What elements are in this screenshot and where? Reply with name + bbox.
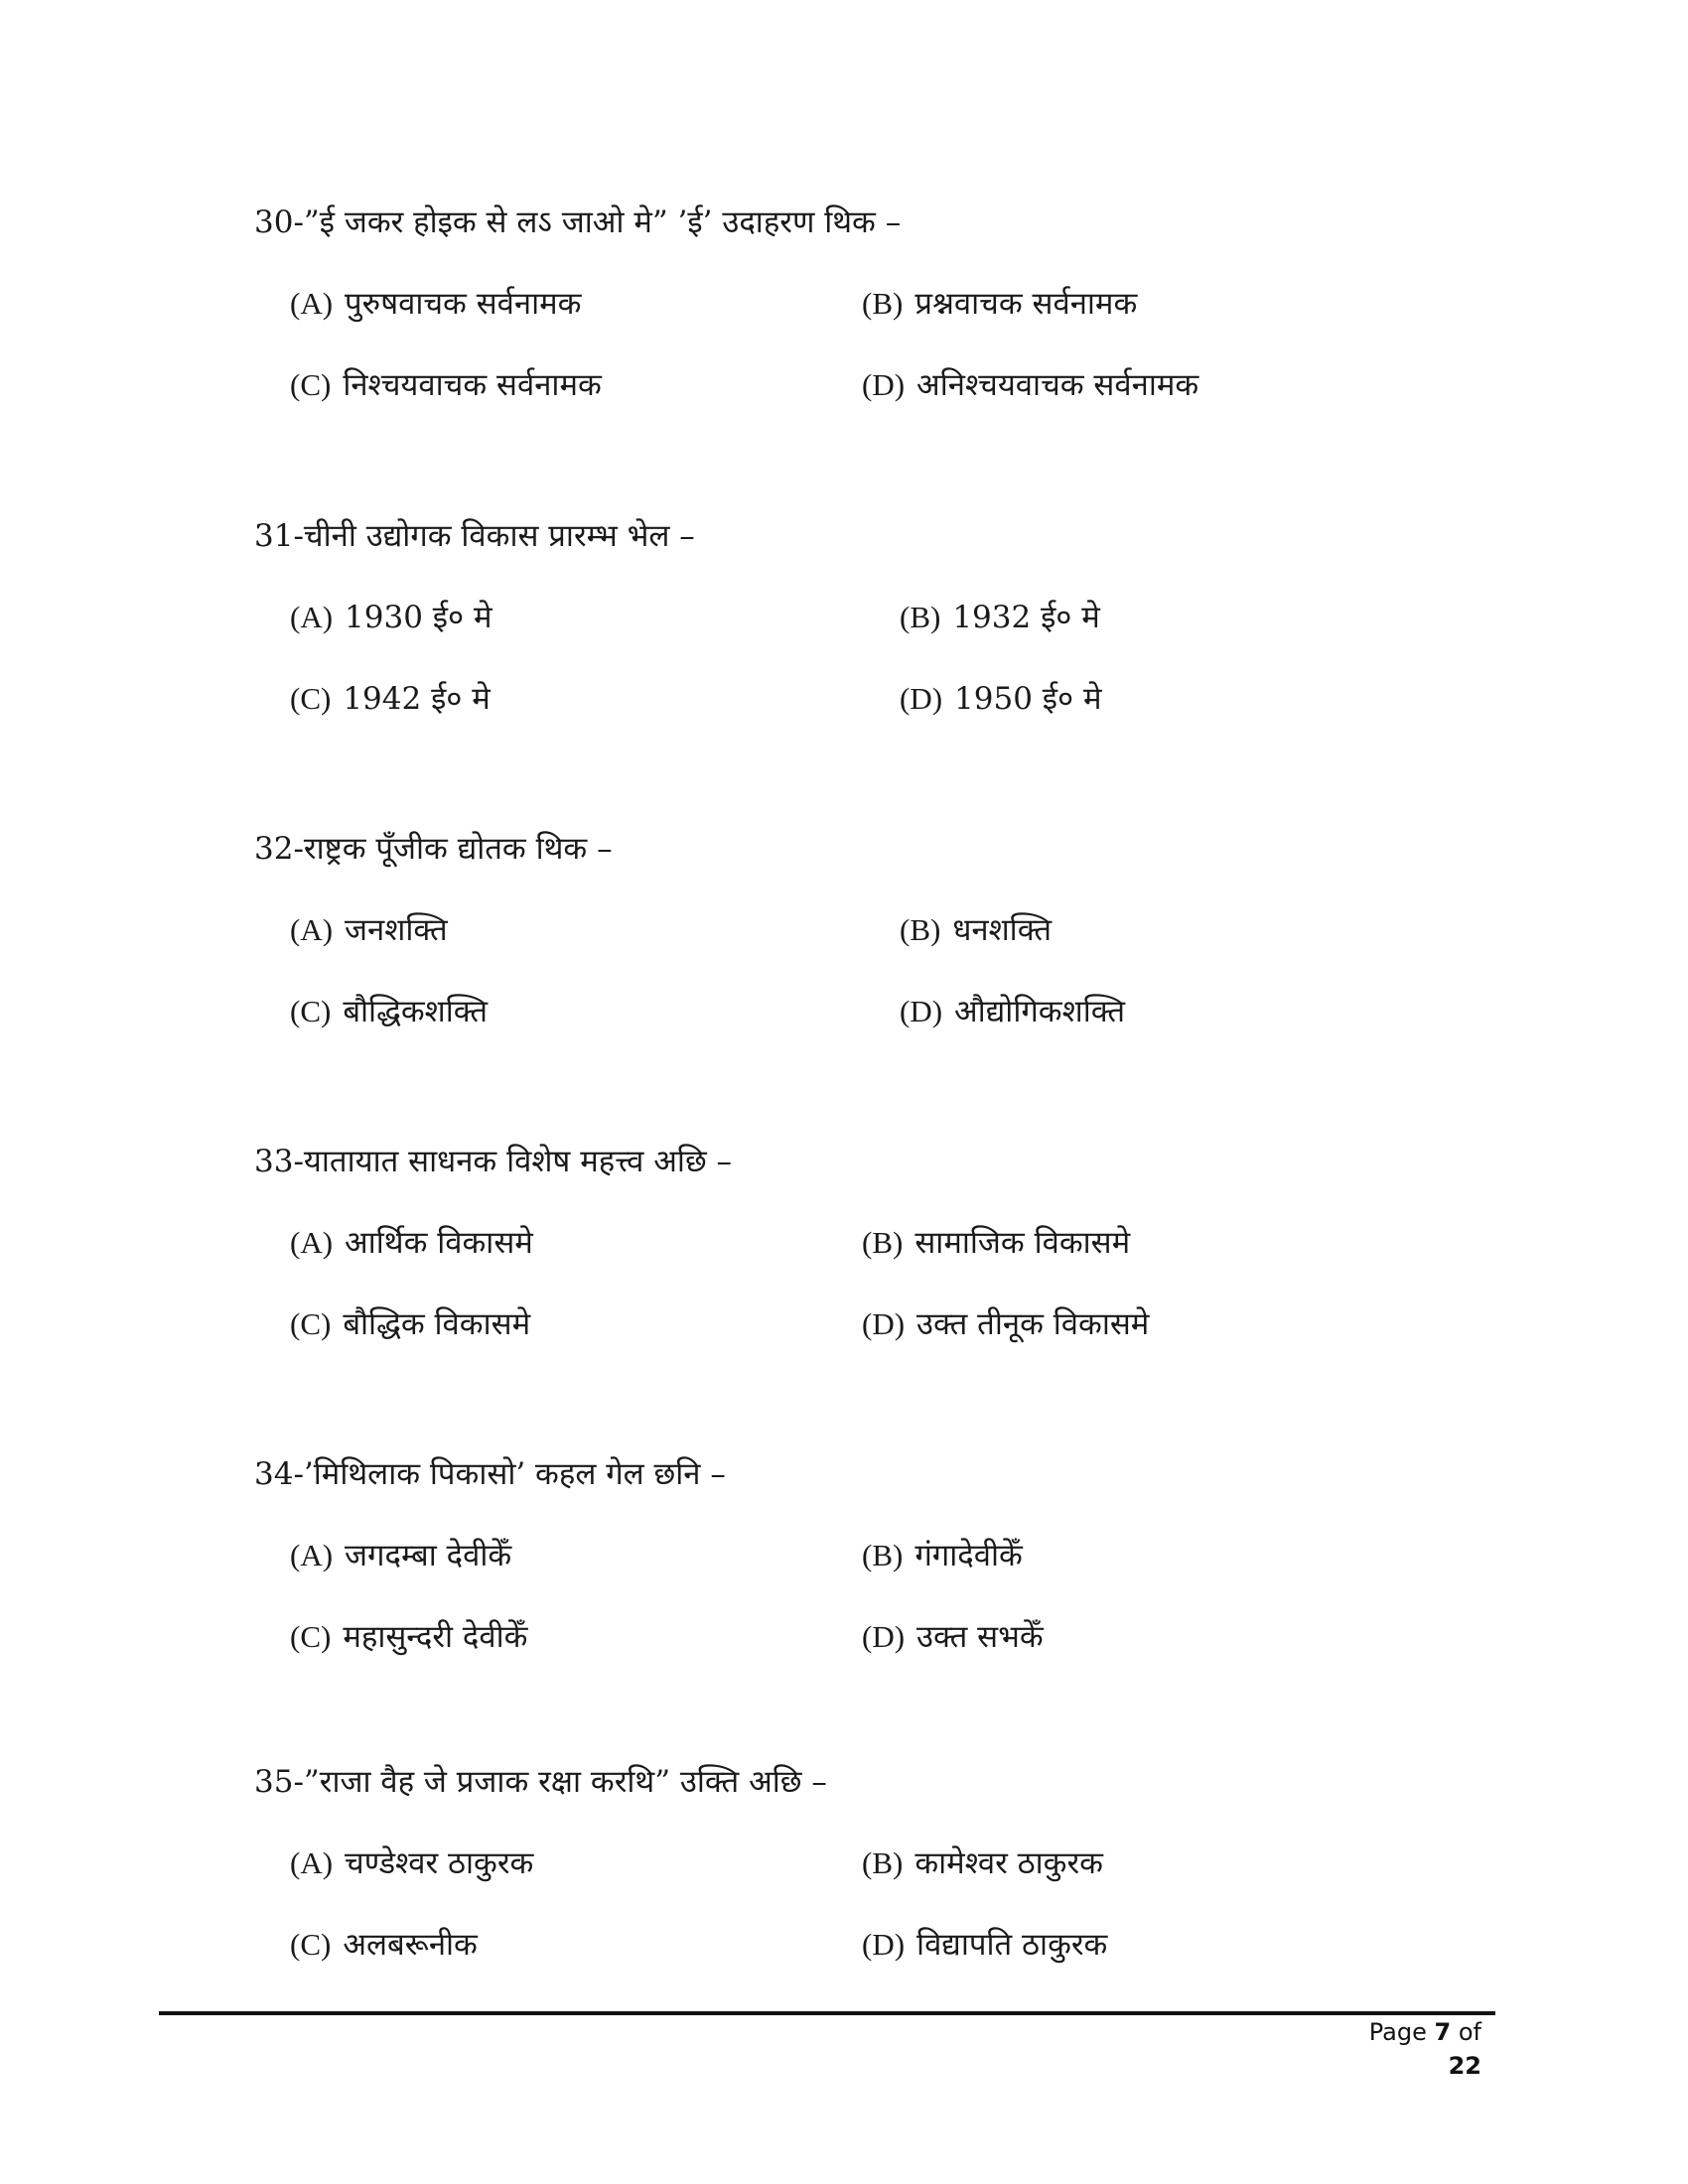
question-text: 33-यातायात साधनक विशेष महत्त्व अछि – [254,1144,733,1179]
option-d [862,1304,1149,1344]
option-text: निश्चयवाचक सर्वनामक [343,367,602,403]
question-text: 32-राष्ट्रक पूँजीक द्योतक थिक – [254,831,613,867]
option-b [862,1536,1023,1575]
option-c [290,1617,527,1657]
option-key: (A) [290,912,334,947]
option-key: (C) [290,681,332,716]
option-b [900,598,1100,637]
question-text: 30-”ई जकर होइक से लऽ जाओ मे” ’ई’ उदाहरण थिक – [254,205,902,240]
option-key: (A) [290,600,334,634]
option-b [862,284,1137,324]
page-of: of [1458,2018,1481,2046]
option-key: (C) [290,367,332,402]
option-text: 1942 ई० मे [343,681,491,717]
option-text: बौद्धिकशक्ति [343,994,489,1029]
option-text: विद्यापति ठाकुरक [916,1927,1108,1963]
option-key: (C) [290,1927,332,1962]
page-number [1342,2015,1481,2083]
option-key: (D) [900,681,943,716]
option-text: 1932 ई० मे [952,600,1100,635]
option-text: 1930 ई० मे [345,600,492,635]
option-c [290,679,491,719]
option-key: (C) [290,994,332,1028]
option-c [290,365,602,405]
option-key: (D) [862,1306,906,1341]
option-key: (B) [862,1225,904,1260]
option-key: (B) [862,1845,904,1880]
option-b [862,1223,1130,1263]
option-key: (B) [900,912,941,947]
option-text: आर्थिक विकासमे [345,1225,533,1261]
option-text: औद्योगिकशक्ति [954,994,1126,1029]
question-text: 31-चीनी उद्योगक विकास प्रारम्भ भेल – [254,518,695,554]
option-key: (B) [862,286,904,321]
option-key: (D) [862,1619,906,1654]
option-text: धनशक्ति [952,912,1052,948]
option-text: पुरुषवाचक सर्वनामक [345,286,582,322]
option-key: (D) [900,994,943,1028]
option-c [290,992,488,1031]
option-d [862,365,1198,405]
option-text: सामाजिक विकासमे [914,1225,1131,1261]
option-text: गंगादेवीकेँ [914,1538,1023,1573]
option-text: चण्डेश्वर ठाकुरक [345,1845,534,1881]
option-a [290,598,492,637]
option-key: (D) [862,367,906,402]
page-current: 7 [1434,2018,1452,2046]
option-key: (C) [290,1306,332,1341]
option-text: कामेश्वर ठाकुरक [914,1845,1103,1881]
option-d [900,992,1125,1031]
option-text: महासुन्दरी देवीकेँ [343,1619,528,1655]
option-text: 1950 ई० मे [954,681,1102,717]
option-key: (D) [862,1927,906,1962]
option-a [290,1223,533,1263]
option-d [862,1617,1044,1657]
page-label: Page [1368,2018,1427,2046]
option-key: (A) [290,1538,334,1572]
option-text: बौद्धिक विकासमे [343,1306,531,1342]
option-a [290,910,448,950]
option-key: (B) [900,600,941,634]
option-key: (A) [290,286,334,321]
option-key: (A) [290,1225,334,1260]
option-d [862,1925,1107,1965]
option-text: उक्त सभकेँ [916,1619,1044,1655]
option-c [290,1304,530,1344]
option-key: (C) [290,1619,332,1654]
option-text: उक्त तीनूक विकासमे [916,1306,1150,1342]
option-text: प्रश्नवाचक सर्वनामक [914,286,1138,322]
question-text: 34-’मिथिलाक पिकासो’ कहल गेल छनि – [254,1456,726,1492]
option-key: (B) [862,1538,904,1572]
option-text: जनशक्ति [345,912,448,948]
page-total: 22 [1448,2052,1481,2080]
option-c [290,1925,478,1965]
option-key: (A) [290,1845,334,1880]
option-text: अनिश्चयवाचक सर्वनामक [916,367,1199,403]
option-a [290,1536,511,1575]
option-text: जगदम्बा देवीकेँ [345,1538,512,1573]
option-b [862,1843,1103,1883]
footer-divider [159,2011,1495,2015]
option-d [900,679,1102,719]
option-a [290,1843,533,1883]
question-text: 35-”राजा वैह जे प्रजाक रक्षा करथि” उक्ति अछि – [254,1764,827,1800]
option-a [290,284,582,324]
option-text: अलबरूनीक [343,1927,478,1963]
option-b [900,910,1052,950]
